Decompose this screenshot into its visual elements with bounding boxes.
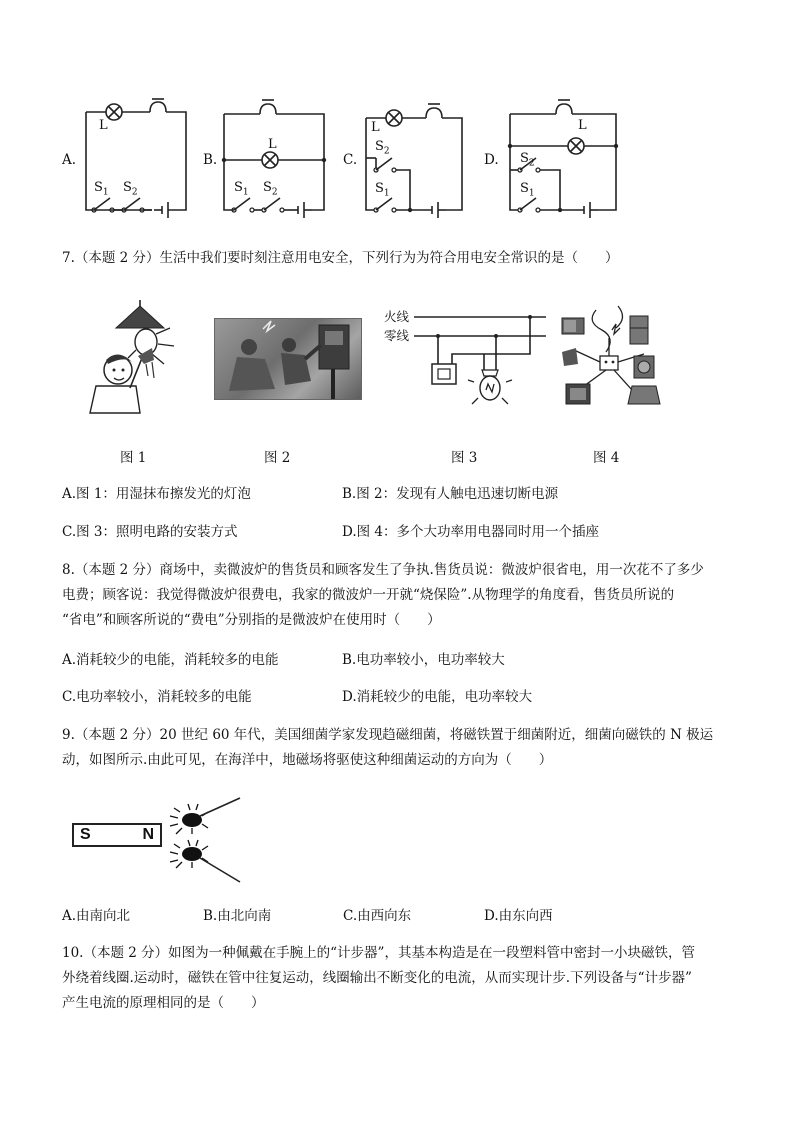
live-wire-label: 火线 xyxy=(384,309,410,324)
magnet-south-label: S xyxy=(80,826,91,843)
q9-option-a: A.由南向北 xyxy=(62,908,131,924)
q9-option-d: D.由东向西 xyxy=(484,908,553,924)
switch-s2-label: $S_2$ xyxy=(263,180,278,198)
figure-3-caption: 图 3 xyxy=(451,450,478,466)
lamp-label: L xyxy=(578,118,587,133)
q7-option-a: A.图 1：用湿抹布擦发光的灯泡 xyxy=(62,486,251,502)
circuit-diagram-b xyxy=(220,98,330,218)
circuit-diagram-c xyxy=(362,98,472,218)
figure-1-caption: 图 1 xyxy=(120,450,147,466)
question-10-stem-line-1: 10.（本题 2 分）如图为一种佩戴在手腕上的“计步器”，其基本构造是在一段塑料管中密封一小块磁铁，管 xyxy=(62,945,695,961)
q6-option-d: D. xyxy=(484,152,499,168)
figure-1-wet-cloth-lamp xyxy=(78,298,193,413)
switch-s1-label: $S_1$ xyxy=(375,181,390,199)
figure-3-lighting-circuit xyxy=(412,308,548,408)
neutral-wire-label: 零线 xyxy=(384,328,410,343)
bacterium-upper xyxy=(170,798,240,834)
magnetotactic-bacteria xyxy=(166,796,246,886)
q8-option-b: B.电功率较小，电功率较大 xyxy=(342,652,505,668)
question-8-stem-line-3: “省电”和顾客所说的“费电”分别指的是微波炉在使用时（ ） xyxy=(62,612,441,628)
q7-option-c: C.图 3：照明电路的安装方式 xyxy=(62,524,238,540)
switch-s2-label: $S_2$ xyxy=(123,180,138,198)
question-8-stem-line-1: 8.（本题 2 分）商场中，卖微波炉的售货员和顾客发生了争执.售货员说：微波炉很省电，用一次花不了多少 xyxy=(62,562,704,578)
question-8-stem-line-2: 电费；顾客说：我觉得微波炉很费电，我家的微波炉一开就“烧保险”.从物理学的角度看，售货员所说的 xyxy=(62,587,675,603)
q6-option-a: A. xyxy=(62,152,77,168)
question-7-stem: 7.（本题 2 分）生活中我们要时刻注意用电安全，下列行为为符合用电安全常识的是（ ） xyxy=(62,250,619,266)
q9-option-b: B.由北向南 xyxy=(203,908,272,924)
lamp-label: L xyxy=(371,120,380,135)
q6-option-b: B. xyxy=(203,152,218,168)
magnet-north-label: N xyxy=(142,826,154,843)
q8-option-a: A.消耗较少的电能，消耗较多的电能 xyxy=(62,652,279,668)
question-10-stem-line-3: 产生电流的原理相同的是（ ） xyxy=(62,995,265,1011)
switch-s1-label: $S_1$ xyxy=(520,181,535,199)
figure-2-caption: 图 2 xyxy=(264,450,291,466)
switch-s1-label: $S_1$ xyxy=(234,180,249,198)
switch-s2-label: $S_2$ xyxy=(375,139,390,157)
bar-magnet xyxy=(72,823,162,847)
figure-4-overloaded-socket xyxy=(556,300,671,415)
switch-s2-label: $S_2$ xyxy=(520,151,535,169)
lamp-label: L xyxy=(99,118,108,133)
q6-option-c: C. xyxy=(343,152,358,168)
circuit-diagram-a xyxy=(82,98,192,218)
figure-2-photo xyxy=(214,318,362,400)
figure-4-caption: 图 4 xyxy=(593,450,620,466)
switch-s1-label: $S_1$ xyxy=(94,180,109,198)
bacterium-lower xyxy=(170,840,240,882)
q8-option-d: D.消耗较少的电能，电功率较大 xyxy=(342,689,533,705)
lamp-label: L xyxy=(268,137,277,152)
q7-option-b: B.图 2：发现有人触电迅速切断电源 xyxy=(342,486,559,502)
q8-option-c: C.电功率较小，消耗较多的电能 xyxy=(62,689,252,705)
question-9-stem-line-2: 动，如图所示.由此可见，在海洋中，地磁场将驱使这种细菌运动的方向为（ ） xyxy=(62,752,553,768)
q9-option-c: C.由西向东 xyxy=(343,908,412,924)
question-10-stem-line-2: 外绕着线圈.运动时，磁铁在管中往复运动，线圈输出不断变化的电流，从而实现计步.下列设备与“计步器” xyxy=(62,970,692,986)
question-9-stem-line-1: 9.（本题 2 分）20 世纪 60 年代，美国细菌学家发现趋磁细菌，将磁铁置于细菌附近，细菌向磁铁的 N 极运 xyxy=(62,727,714,743)
q7-option-d: D.图 4：多个大功率用电器同时用一个插座 xyxy=(342,524,600,540)
